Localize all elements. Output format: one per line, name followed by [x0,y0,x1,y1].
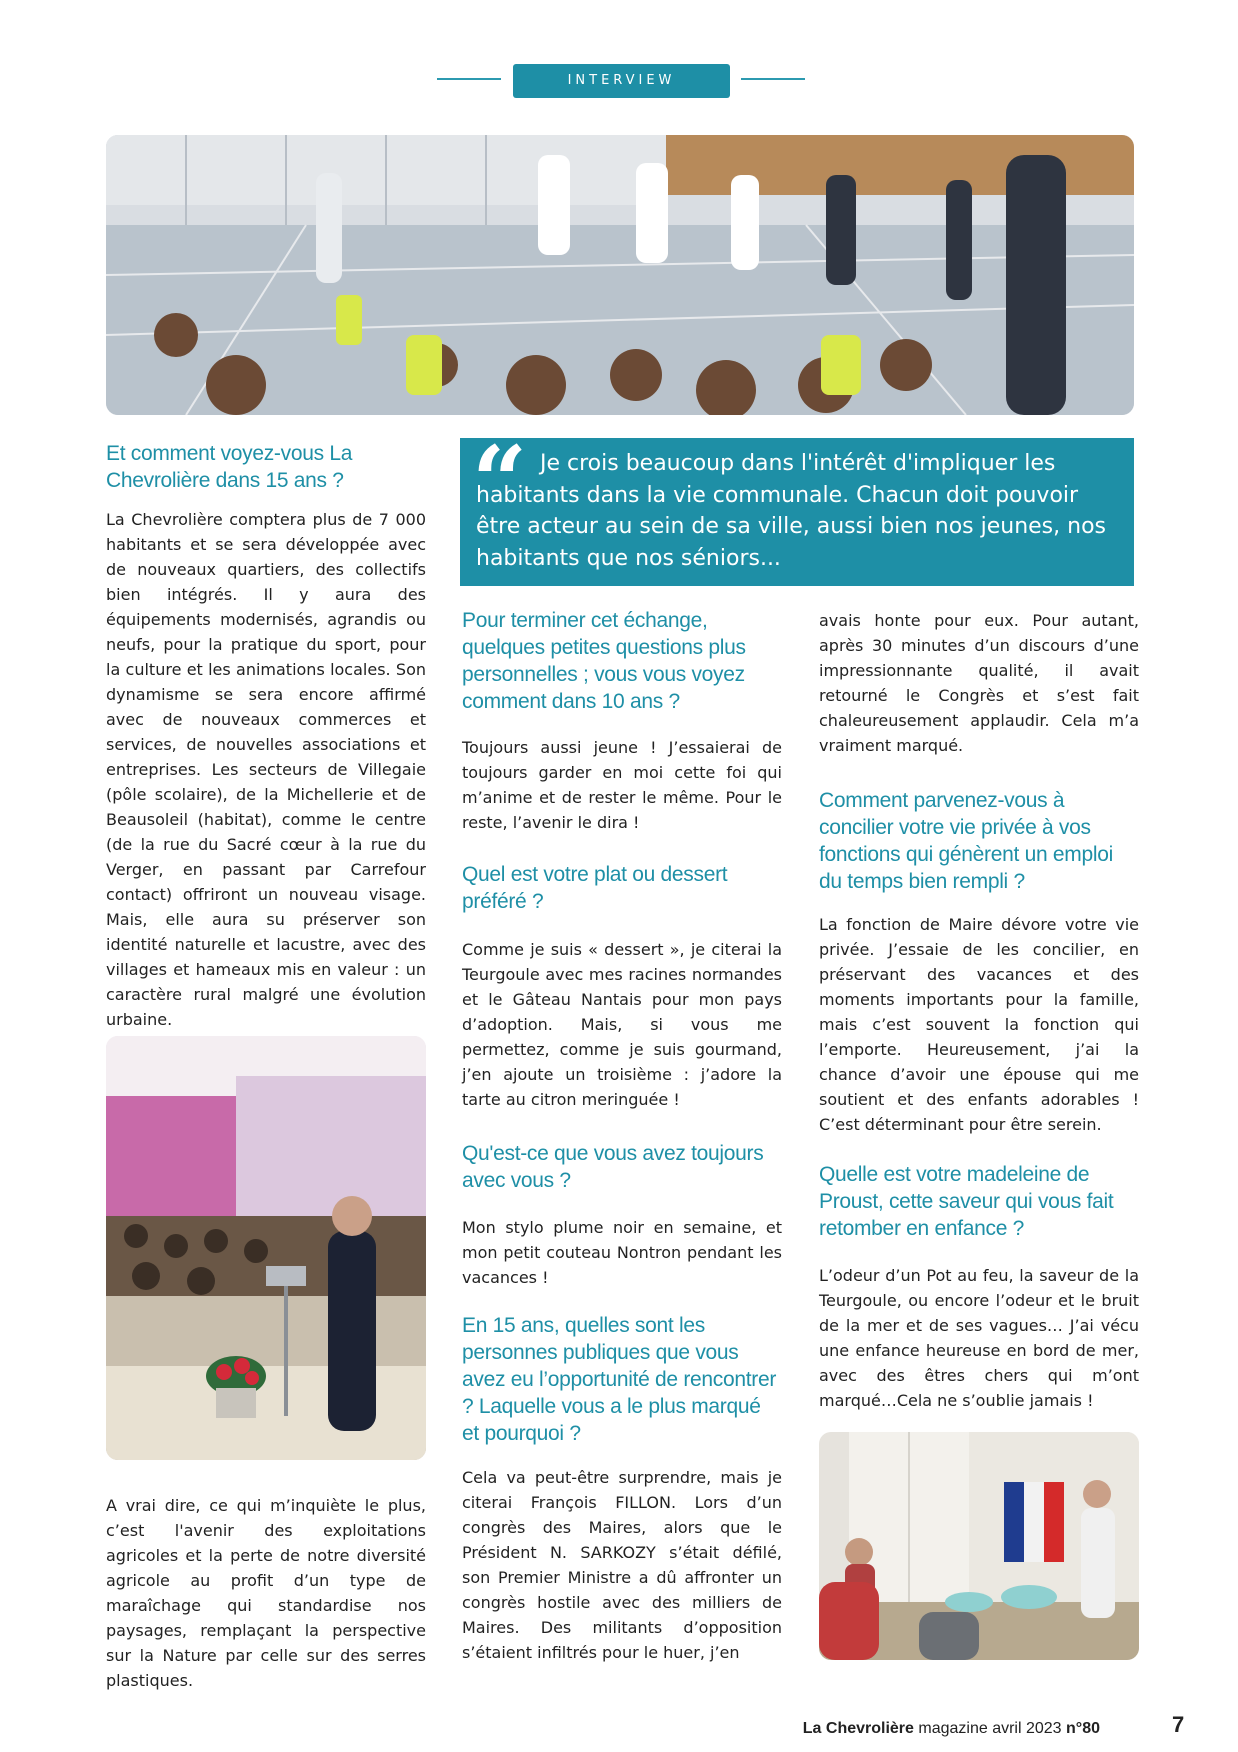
page-number: 7 [1172,1712,1185,1737]
question-madeleine: Quelle est votre madeleine de Proust, cette saveur qui vous fait retomber en enfance ? [819,1163,1114,1240]
answer-dessert: Comme je suis « dessert », je citerai la Teurgoule avec mes racines normandes et le Gâteau Nantais pour mon pays d’adoption. Mais, si vous me permettez, comme je suis gourmand, j’en ajoute un troisième : j’adore la tarte au citron meringuée ! [462,940,782,1109]
question-public-figures: En 15 ans, quelles sont les personnes publiques que vous avez eu l’opportunité de rencontrer ? Laquelle vous a le plus marqué et pourquoi ? [462,1314,777,1445]
answer-madeleine: L’odeur d’un Pot au feu, la saveur de la Teurgoule, ou encore l’odeur et le bruit de la mer et de ses vagues… J’ai vécu une enfance heureuse en bord de mer, avec des êtres chers qui m’ont marqué…Cela ne s’oublie jamais ! [819,1266,1139,1410]
answer-private-life: La fonction de Maire dévore votre vie privée. J’essaie de les concilier, en préservant des vacances et des moments importants pour la famille, mais c’est souvent la fonction qui l’emporte. Heureusement, j’ai la chance d’avoir une épouse qui me soutient et des enfants adorables ! C’est déterminant pour être serein. [819,915,1139,1134]
answer-public-figures-continued: avais honte pour eux. Pour autant, après 30 minutes d’un discours d’une impressionnante qualité, il avait retourné le Congrès et s’est fait chaleureusement applaudir. Cela m’a vraiment marqué. [819,611,1139,755]
answer-concern: A vrai dire, ce qui m’inquiète le plus, c’est l'avenir des exploitations agricoles et la perte de notre diversité agricole au profit d’un type de maraîchage qui standardise nos paysages, remplaçant la perspective sur la Nature par celle sur des serres plastiques. [106,1496,426,1690]
quote-mark-icon: “ [472,425,528,538]
meeting-photo [819,1432,1139,1660]
issue-text: magazine avril 2023 [918,1720,1062,1737]
question-10-years: Pour terminer cet échange, quelques petites questions plus personnelles ; vous vous voyez comment dans 10 ans ? [462,609,746,713]
question-always-with-you: Qu'est-ce que vous avez toujours avec vous ? [462,1142,764,1192]
section-tag: INTERVIEW [513,64,730,98]
pull-quote [460,425,1134,586]
issue-number: n°80 [1066,1720,1100,1737]
pull-quote-text: Je crois beaucoup dans l'intérêt d'impliquer les habitants dans la vie communale. Chacun doit pouvoir être acteur au sein de sa ville, aussi bien nos jeunes, nos habitants que nos séniors... [476,451,1106,571]
header-rule-left [437,78,501,80]
answer-always-with-you: Mon stylo plume noir en semaine, et mon petit couteau Nontron pendant les vacances ! [462,1218,782,1287]
answer-15-years: La Chevrolière comptera plus de 7 000 habitants et se sera développée avec de nouveaux quartiers, des collectifs bien intégrés. Il y aura des équipements modernisés, agrandis ou neufs, pour la pratique du sport, pour la culture et les animations locales. Son dynamisme se sera encore affirmé avec de nouveaux commerces et services, de nouvelles associations et entreprises. Les secteurs de Villegaie (pôle scolaire), de la Michellerie et de Beausoleil (habitat), comme le centre (de la rue du Sacré cœur à la rue du Verger, en passant par Carrefour contact) offriront un nouveau visage. Mais, elle aura su préserver son identité naturelle et lacustre, avec des villages et hameaux mis en valeur : un caractère rural malgré une évolution urbaine. [106,510,426,1029]
header-rule-right [741,78,805,80]
question-15-years: Et comment voyez-vous La Chevrolière dans 15 ans ? [106,442,353,492]
footer-line [803,1720,1100,1738]
magazine-name: La Chevrolière [802,1720,914,1737]
gym-photo [106,135,1134,415]
answer-10-years: Toujours aussi jeune ! J’essaierai de toujours garder en moi cette foi qui m’anime et de rester le même. Pour le reste, l’avenir le dira ! [462,738,782,832]
question-private-life: Comment parvenez-vous à concilier votre vie privée à vos fonctions qui génèrent un emploi du temps bien rempli ? [819,789,1113,893]
answer-public-figures: Cela va peut-être surprendre, mais je citerai François FILLON. Lors d’un congrès des Maires, alors que le Président N. SARKOZY s’était défilé, son Premier Ministre a dû affronter un congrès hostile avec des milliers de Maires. Des militants d’opposition s’étaient infiltrés pour le huer, j’en [462,1468,782,1662]
question-dessert: Quel est votre plat ou dessert préféré ? [462,863,728,913]
speech-photo [106,1036,426,1460]
